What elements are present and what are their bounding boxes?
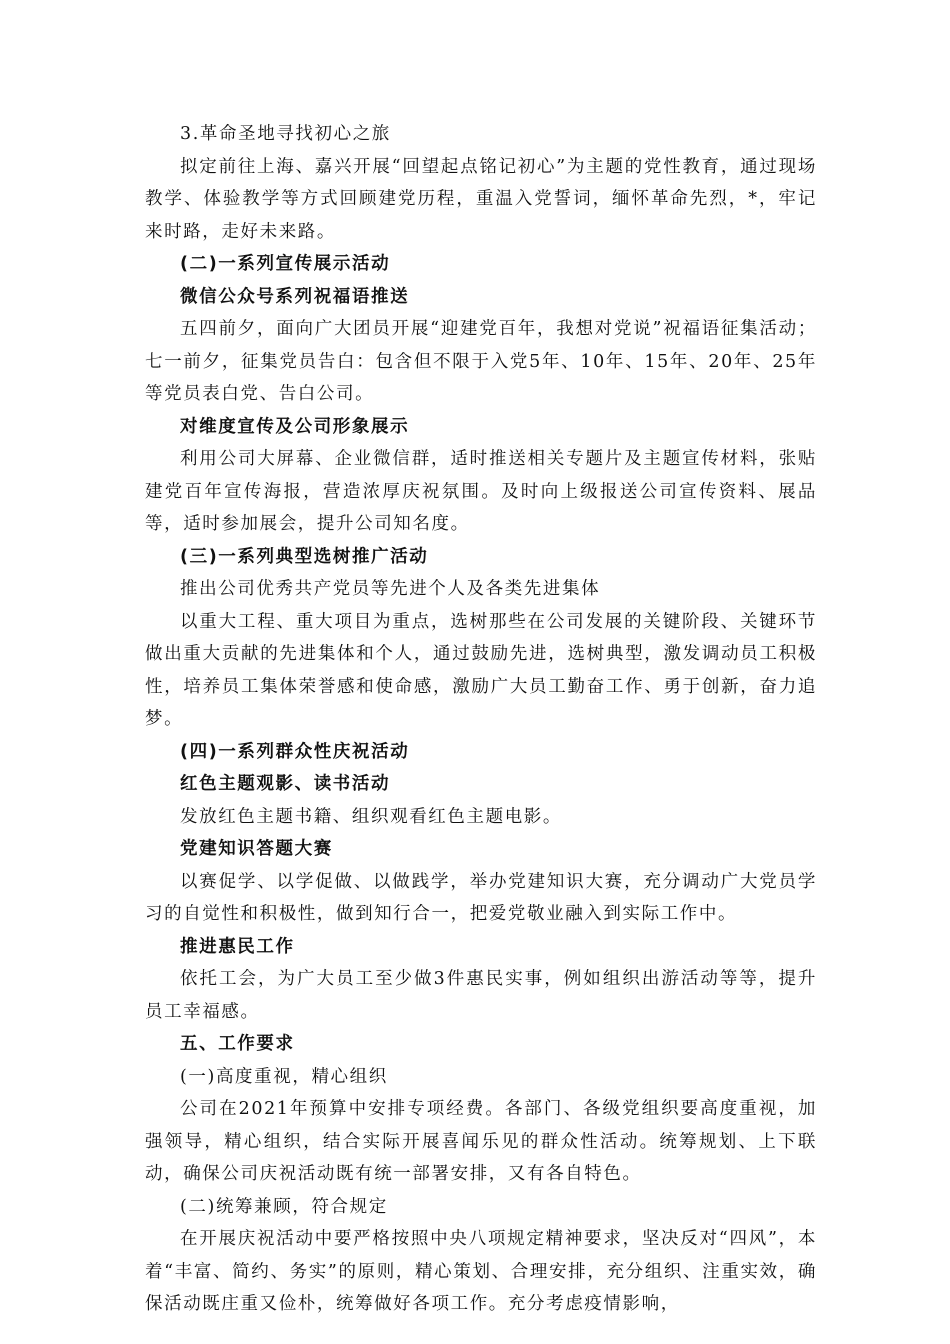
paragraph: 五四前夕，面向广大团员开展“迎建党百年，我想对党说”祝福语征集活动；七一前夕，征集党员告白：包含但不限于入党5年、10年、15年、20年、25年等党员表白党、告白公司。 <box>145 319 817 404</box>
paragraph: 依托工会，为广大员工至少做3件惠民实事，例如组织出游活动等等，提升员工幸福感。 <box>145 969 817 1022</box>
chapter-heading: 五、工作要求 <box>180 1034 295 1054</box>
paragraph: 以赛促学、以学促做、以做践学，举办党建知识大赛，充分调动广大党员学习的自觉性和积极性，做到知行合一，把爱党敬业融入到实际工作中。 <box>145 871 817 924</box>
document-page <box>145 118 817 1321</box>
subsection-heading: 推进惠民工作 <box>180 936 295 957</box>
section-heading: (二)一系列宣传展示活动 <box>180 254 391 274</box>
sub-item-title: (一)高度重视，精心组织 <box>180 1066 388 1087</box>
subsection-heading: 对维度宣传及公司形象展示 <box>180 416 410 437</box>
subsection-heading: 微信公众号系列祝福语推送 <box>180 286 410 307</box>
paragraph: 推出公司优秀共产党员等先进个人及各类先进集体 <box>180 579 601 599</box>
paragraph: 利用公司大屏幕、企业微信群，适时推送相关专题片及主题宣传材料，张贴建党百年宣传海报，营造浓厚庆祝氛围。及时向上级报送公司宣传资料、展品等，适时参加展会，提升公司知名度。 <box>145 449 817 534</box>
paragraph: 发放红色主题书籍、组织观看红色主题电影。 <box>180 806 562 827</box>
paragraph: 在开展庆祝活动中要严格按照中央八项规定精神要求，坚决反对“四风”，本着“丰富、简约、务实”的原则，精心策划、合理安排，充分组织、注重实效，确保活动既庄重又俭朴，统筹做好各项工作。充分考虑疫情影响， <box>145 1229 817 1314</box>
subsection-heading: 党建知识答题大赛 <box>180 839 333 859</box>
subsection-heading: 红色主题观影、读书活动 <box>180 774 391 794</box>
sub-item-title: (二)统筹兼顾，符合规定 <box>180 1196 388 1217</box>
paragraph: 拟定前往上海、嘉兴开展“回望起点铭记初心”为主题的党性教育，通过现场教学、体验教学等方式回顾建党历程，重温入党誓词，缅怀革命先烈，*，牢记来时路，走好未来路。 <box>145 156 817 242</box>
paragraph: 以重大工程、重大项目为重点，选树那些在公司发展的关键阶段、关键环节做出重大贡献的先进集体和个人，通过鼓励先进，选树典型，激发调动员工积极性，培养员工集体荣誉感和使命感，激励广大员工勤奋工作、勇于创新，奋力追梦。 <box>145 611 817 729</box>
sub-item-title: 3.革命圣地寻找初心之旅 <box>180 124 391 144</box>
section-heading: (四)一系列群众性庆祝活动 <box>180 741 410 762</box>
section-heading: (三)一系列典型选树推广活动 <box>180 546 429 567</box>
paragraph: 公司在2021年预算中安排专项经费。各部门、各级党组织要高度重视，加强领导，精心组织，结合实际开展喜闻乐见的群众性活动。统筹规划、上下联动，确保公司庆祝活动既有统一部署安排，又有各自特色。 <box>145 1099 817 1184</box>
